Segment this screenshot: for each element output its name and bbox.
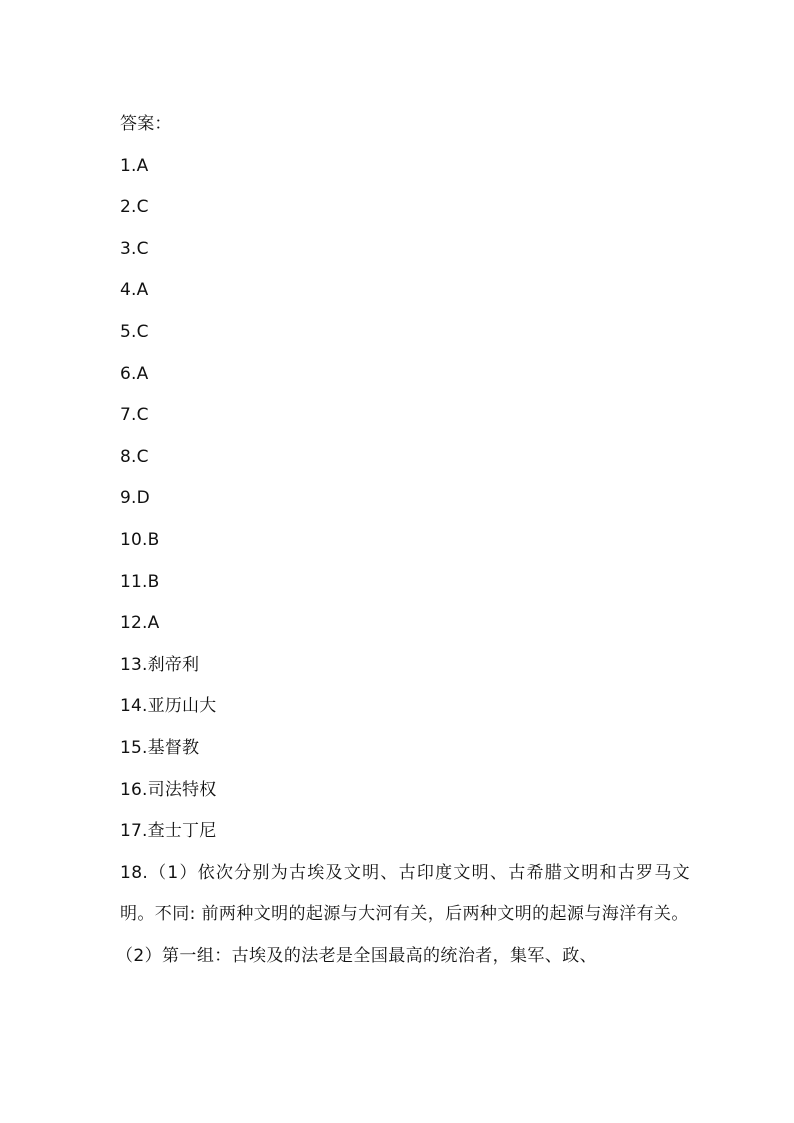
- answer-line-2: 2.C: [120, 197, 149, 218]
- answer-line-6: 6.A: [120, 363, 149, 384]
- answer-line-10: 10.B: [120, 529, 160, 550]
- answer-line-16: 16.司法特权: [120, 779, 217, 800]
- answer-heading: 答案：: [120, 114, 172, 134]
- answer-line-14: 14.亚历山大: [120, 696, 217, 717]
- answer-line-12: 12.A: [120, 613, 160, 634]
- answer-line-5: 5.C: [120, 321, 149, 342]
- answer-line-13: 13.刹帝利: [120, 654, 200, 675]
- answer-line-4: 4.A: [120, 280, 149, 301]
- answer-18-part-1: 18.（1）依次分别为古埃及文明、古印度文明、古希腊文明和古罗马文明。不同: 前两种文明的起源与大河有关，后两种文明的起源与海洋有关。: [120, 862, 690, 925]
- answer-line-15: 15.基督教: [120, 737, 200, 758]
- answer-line-9: 9.D: [120, 488, 150, 509]
- answer-18-part-2: （2）第一组：古埃及的法老是全国最高的统治者，集军、政、: [116, 945, 598, 966]
- answer-line-11: 11.B: [120, 571, 160, 592]
- answer-line-3: 3.C: [120, 238, 149, 259]
- answer-line-7: 7.C: [120, 405, 149, 426]
- answer-content: [116, 104, 690, 977]
- answer-line-17: 17.查士丁尼: [120, 821, 217, 842]
- answer-line-1: 1.A: [120, 155, 149, 176]
- answer-line-8: 8.C: [120, 446, 149, 467]
